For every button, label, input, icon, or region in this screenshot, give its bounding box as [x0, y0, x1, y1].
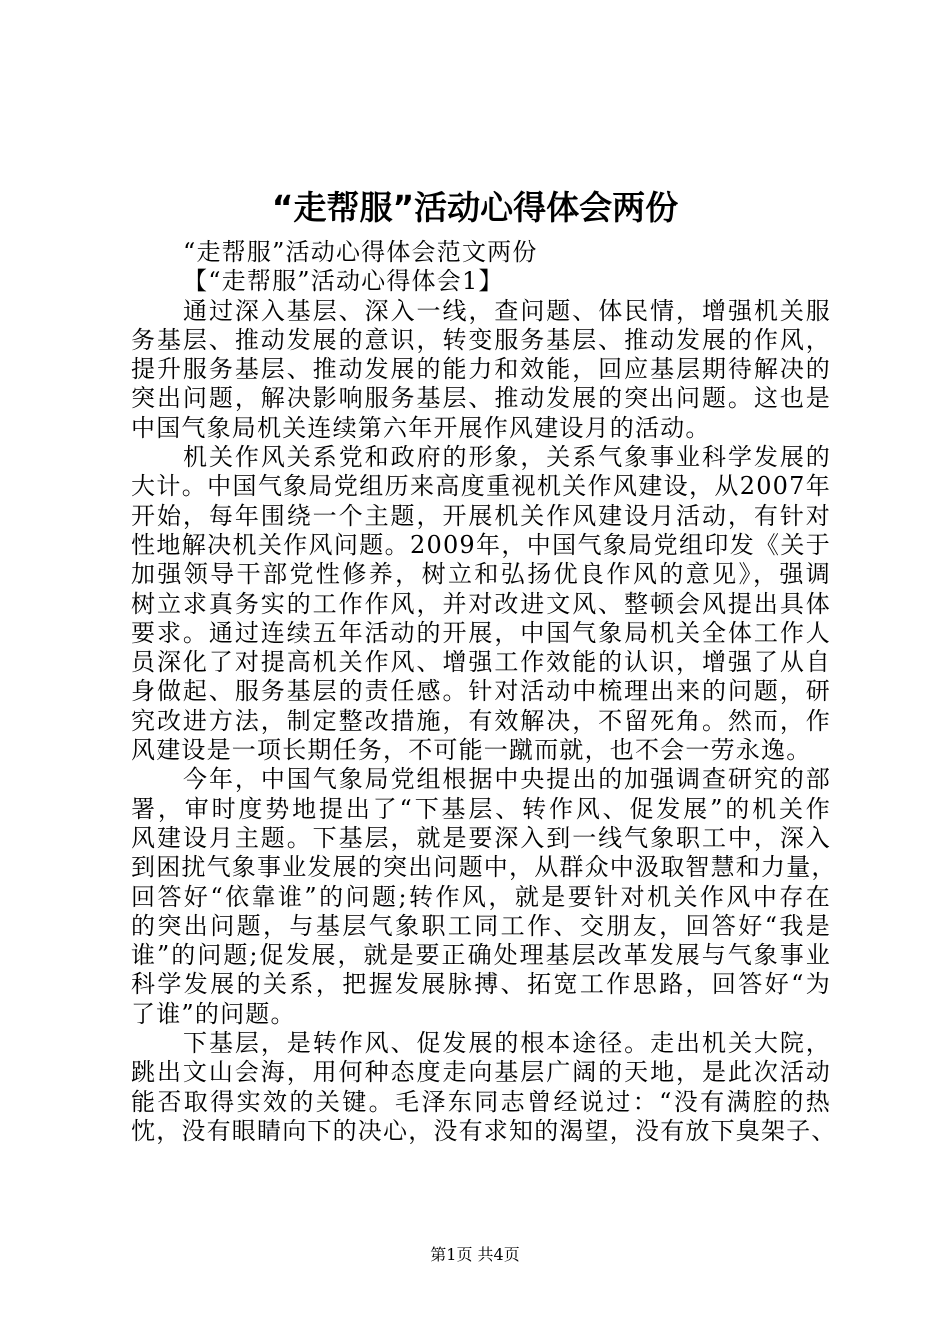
text-line: 究改进方法，制定整改措施，有效解决，不留死角。然而，作 — [131, 706, 831, 735]
document-body — [131, 238, 837, 1146]
text-line: 大计。中国气象局党组历来高度重视机关作风建设，从2007年 — [131, 472, 831, 501]
text-line: 通过深入基层、深入一线，查问题、体民情，增强机关服 — [183, 296, 831, 325]
text-line: 科学发展的关系，把握发展脉搏、拓宽工作思路，回答好“为 — [131, 970, 831, 999]
text-line: 开始，每年围绕一个主题，开展机关作风建设月活动，有针对 — [131, 501, 831, 530]
text-line: 风建设是一项长期任务，不可能一蹴而就，也不会一劳永逸。 — [131, 736, 812, 765]
text-line: 能否取得实效的关键。毛泽东同志曾经说过：“没有满腔的热 — [131, 1087, 831, 1116]
text-line: 谁”的问题;促发展，就是要正确处理基层改革发展与气象事业 — [131, 941, 831, 970]
text-line: 提升服务基层、推动发展的能力和效能，回应基层期待解决的 — [131, 355, 831, 384]
text-line: 风建设月主题。下基层，就是要深入到一线气象职工中，深入 — [131, 823, 831, 852]
text-line: 要求。通过连续五年活动的开展，中国气象局机关全体工作人 — [131, 618, 831, 647]
text-line: 务基层、推动发展的意识，转变服务基层、推动发展的作风， — [131, 325, 831, 354]
text-line: 【“走帮服”活动心得体会1】 — [183, 267, 504, 296]
text-line: 树立求真务实的工作作风，并对改进文风、整顿会风提出具体 — [131, 589, 831, 618]
text-line: 了谁”的问题。 — [131, 999, 296, 1028]
text-line: 忱，没有眼睛向下的决心，没有求知的渴望，没有放下臭架子、 — [131, 1116, 837, 1145]
text-line: 性地解决机关作风问题。2009年，中国气象局党组印发《关于 — [131, 530, 831, 559]
text-line: 中国气象局机关连续第六年开展作风建设月的活动。 — [131, 413, 711, 442]
document-title: “走帮服”活动心得体会两份 — [271, 188, 679, 227]
text-line: 机关作风关系党和政府的形象，关系气象事业科学发展的 — [183, 443, 831, 472]
text-line: 下基层，是转作风、促发展的根本途径。走出机关大院， — [183, 1029, 831, 1058]
text-line: 突出问题，解决影响服务基层、推动发展的突出问题。这也是 — [131, 384, 831, 413]
page-footer: 第1页 共4页 — [430, 1245, 520, 1264]
text-line: 署，审时度势地提出了“下基层、转作风、促发展”的机关作 — [131, 794, 831, 823]
text-line: 今年，中国气象局党组根据中央提出的加强调查研究的部 — [183, 765, 831, 794]
text-line: 加强领导干部党性修养，树立和弘扬优良作风的意见》，强调 — [131, 560, 831, 589]
text-line: 回答好“依靠谁”的问题;转作风，就是要针对机关作风中存在 — [131, 882, 831, 911]
text-line: 的突出问题，与基层气象职工同工作、交朋友，回答好“我是 — [131, 911, 831, 940]
text-line: 跳出文山会海，用何种态度走向基层广阔的天地，是此次活动 — [131, 1058, 831, 1087]
text-line: 到困扰气象事业发展的突出问题中，从群众中汲取智慧和力量， — [131, 853, 837, 882]
text-line: “走帮服”活动心得体会范文两份 — [183, 238, 538, 266]
text-line: 员深化了对提高机关作风、增强工作效能的认识，增强了从自 — [131, 648, 831, 677]
text-line: 身做起、服务基层的责任感。针对活动中梳理出来的问题，研 — [131, 677, 831, 706]
